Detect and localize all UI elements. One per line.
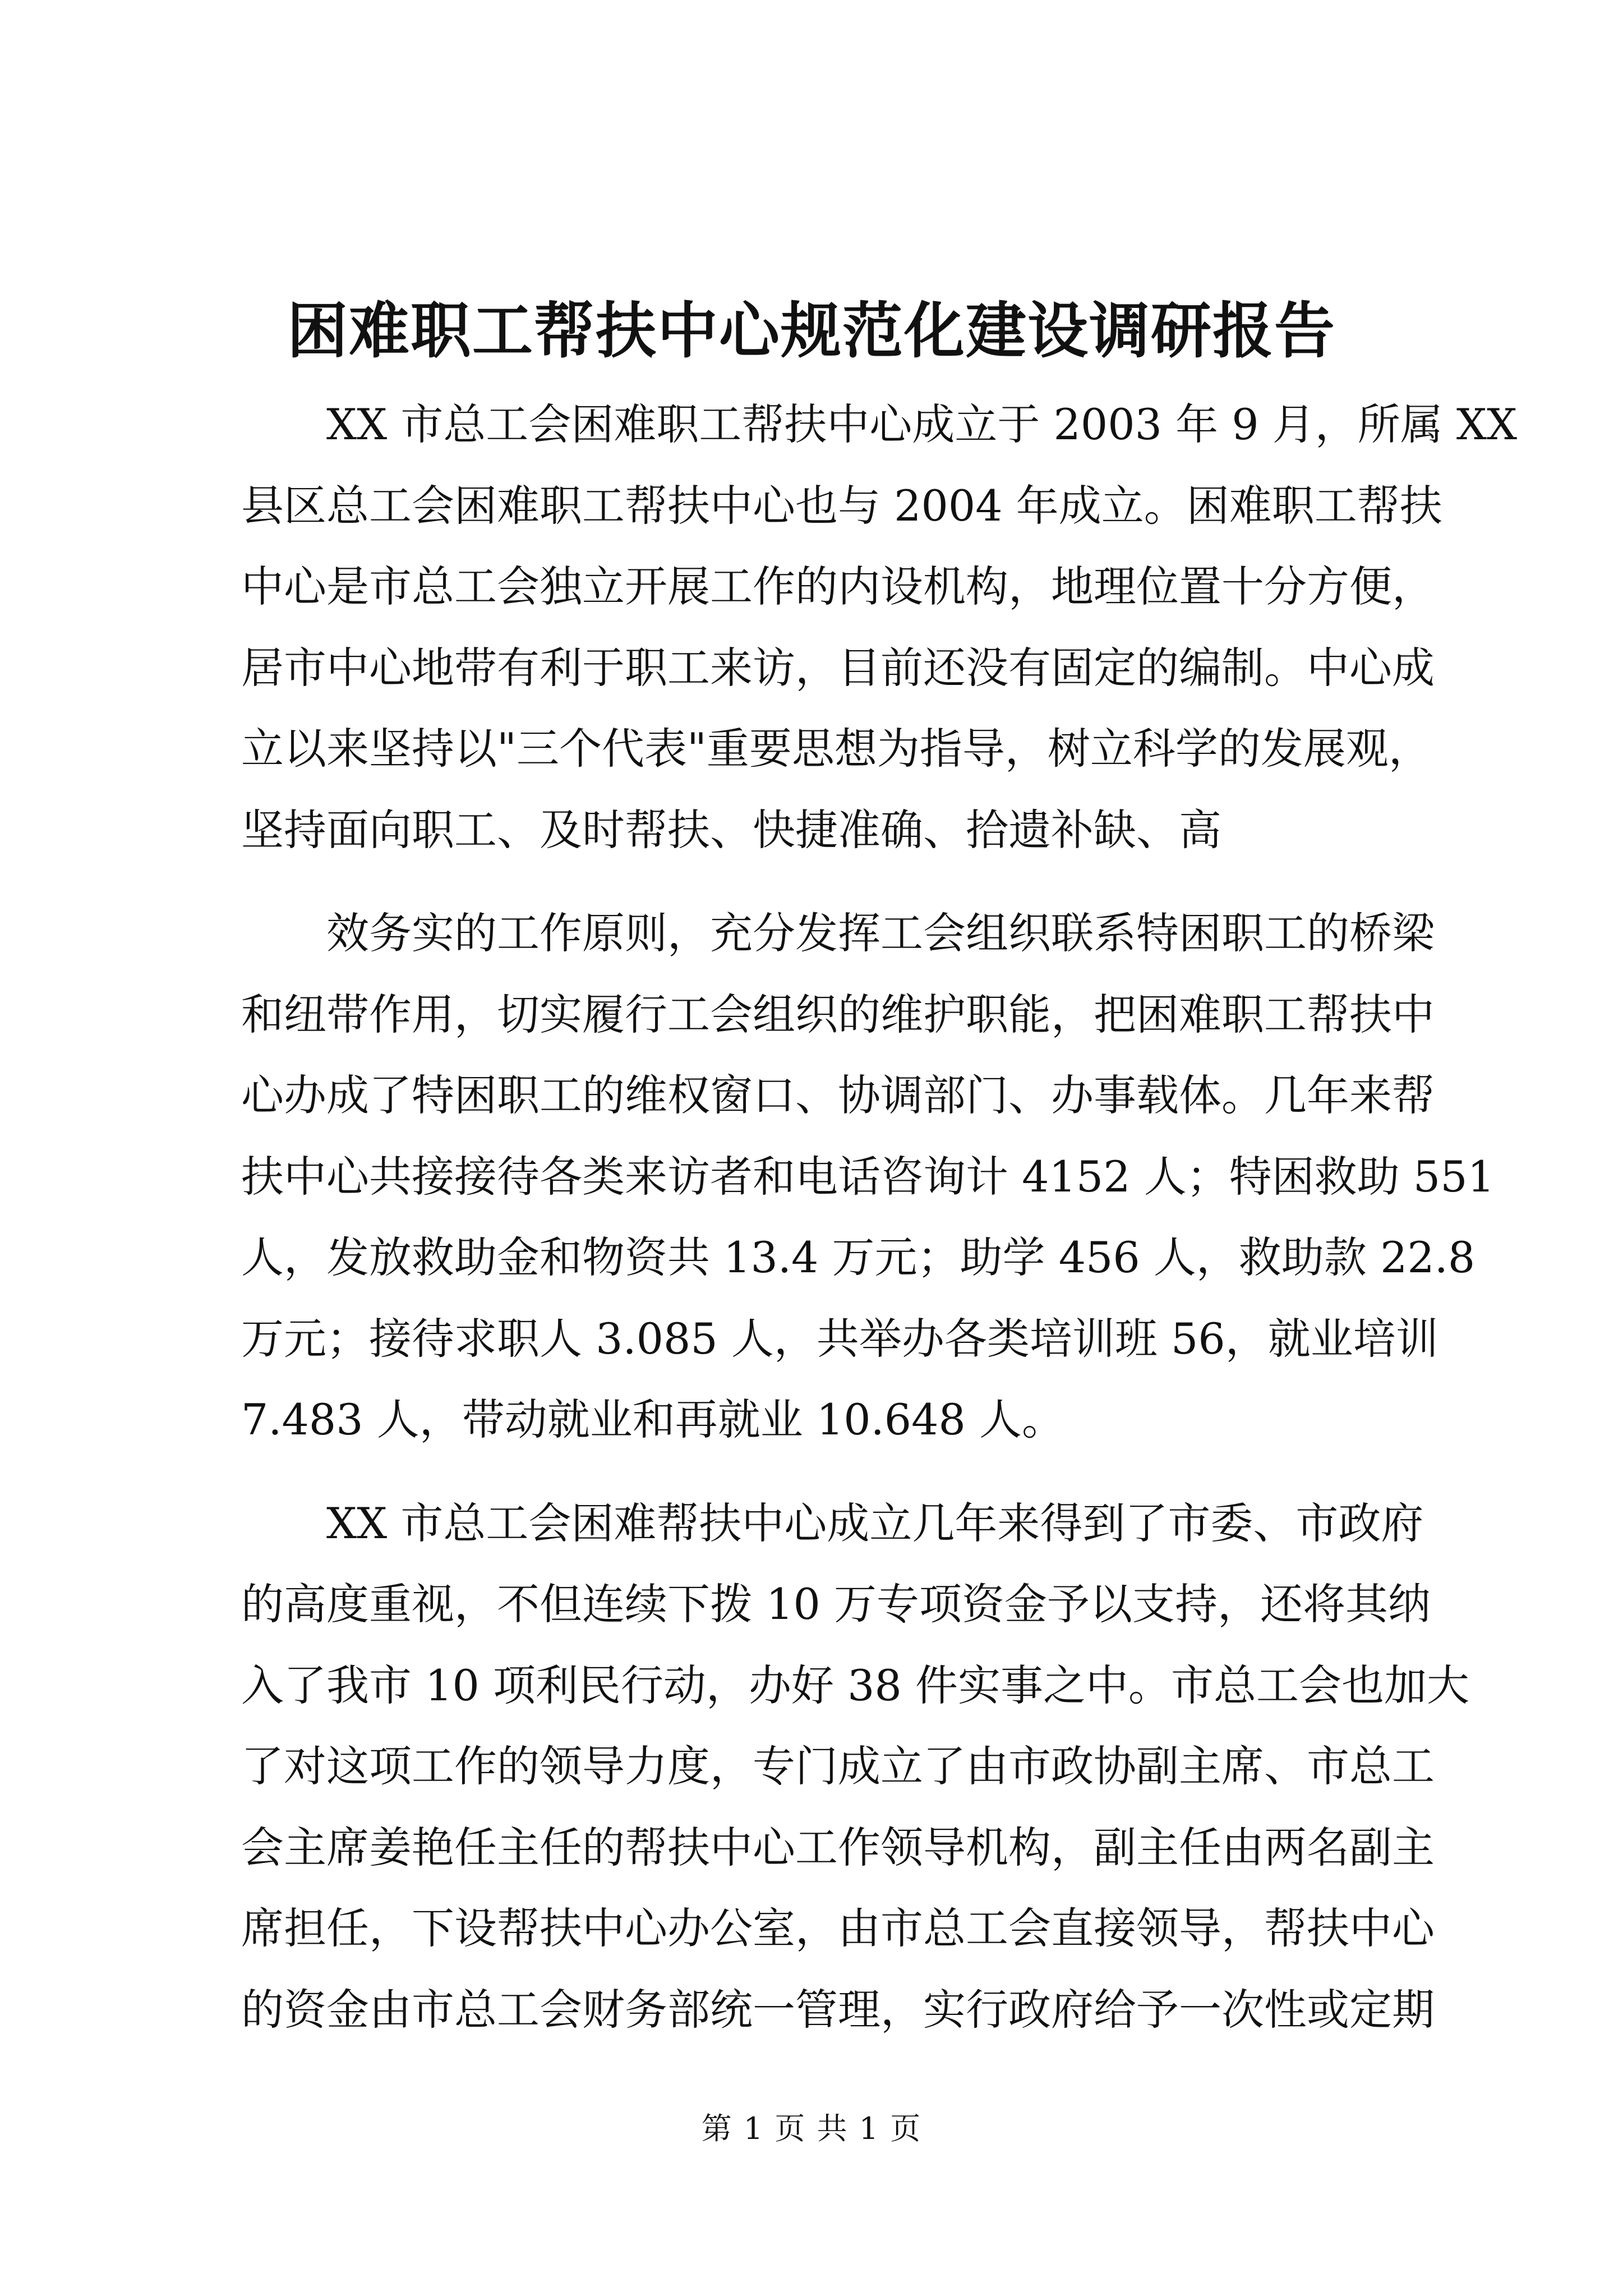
text-line: 人，发放救助金和物资共 13.4 万元；助学 456 人，救助款 22.8: [241, 1232, 1476, 1282]
text-line: 席担任，下设帮扶中心办公室，由市总工会直接领导，帮扶中心: [241, 1903, 1435, 1953]
text-line: 县区总工会困难职工帮扶中心也与 2004 年成立。困难职工帮扶: [241, 480, 1442, 531]
document-body: [241, 384, 1518, 2050]
text-line: 心办成了特困职工的维权窗口、协调部门、办事载体。几年来帮: [241, 1070, 1435, 1120]
text-line: 效务实的工作原则，充分发挥工会组织联系特困职工的桥梁: [326, 908, 1435, 958]
document-title: 困难职工帮扶中心规范化建设调研报告: [287, 296, 1336, 366]
text-line: 中心是市总工会独立开展工作的内设机构，地理位置十分方便，: [241, 562, 1435, 611]
text-line: XX 市总工会困难帮扶中心成立几年来得到了市委、市政府: [326, 1498, 1424, 1548]
paragraph: [241, 893, 1495, 1461]
text-line: 的资金由市总工会财务部统一管理，实行政府给予一次性或定期: [241, 1984, 1435, 2035]
text-line: 了对这项工作的领导力度，专门成立了由市政协副主席、市总工: [241, 1741, 1435, 1791]
text-line: 万元；接待求职人 3.085 人，共举办各类培训班 56，就业培训: [241, 1313, 1438, 1364]
text-line: 居市中心地带有利于职工来访，目前还没有固定的编制。中心成: [241, 642, 1435, 693]
text-line: 扶中心共接接待各类来访者和电话咨询计 4152 人；特困救助 551: [241, 1151, 1495, 1202]
paragraph: [241, 384, 1518, 871]
paragraph-gap: [241, 1461, 1408, 1483]
text-line: 7.483 人，带动就业和再就业 10.648 人。: [241, 1395, 1064, 1444]
text-line: XX 市总工会困难职工帮扶中心成立于 2003 年 9 月，所属 XX: [326, 399, 1518, 449]
text-line: 和纽带作用，切实履行工会组织的维护职能，把困难职工帮扶中: [241, 989, 1435, 1039]
text-line: 立以来坚持以"三个代表"重要思想为指导，树立科学的发展观，: [241, 724, 1431, 774]
text-line: 坚持面向职工、及时帮扶、快捷准确、拾遗补缺、高: [241, 804, 1221, 855]
text-line: 入了我市 10 项利民行动，办好 38 件实事之中。市总工会也加大: [241, 1660, 1470, 1710]
text-line: 的高度重视，不但连续下拨 10 万专项资金予以支持，还将其纳: [241, 1579, 1431, 1629]
page-footer: 第 1 页 共 1 页: [701, 2111, 922, 2146]
paragraph: [241, 1483, 1470, 2051]
paragraph-gap: [241, 871, 1408, 893]
text-line: 会主席姜艳任主任的帮扶中心工作领导机构，副主任由两名副主: [241, 1822, 1435, 1872]
